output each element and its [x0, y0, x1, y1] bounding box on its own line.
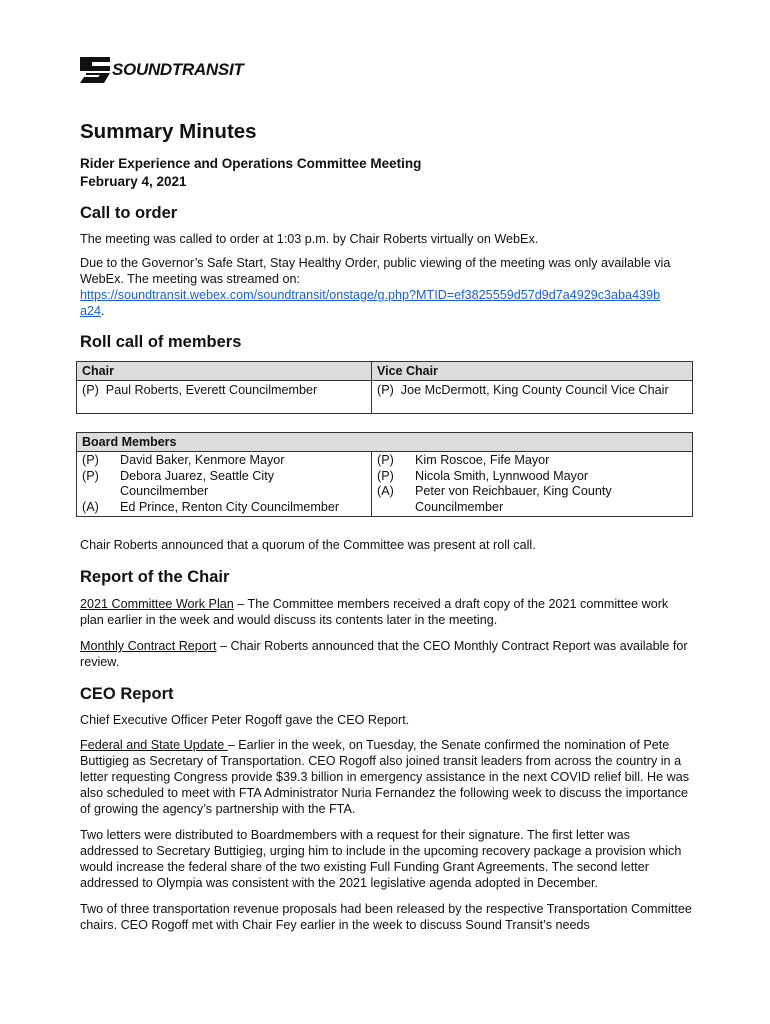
- meeting-date: February 4, 2021: [80, 174, 187, 189]
- report-of-chair-heading: Report of the Chair: [80, 568, 230, 586]
- streaming-notice-text: Due to the Governor’s Safe Start, Stay Healthy Order, public viewing of the meeting was only available via WebEx. The meeting was streamed on:: [80, 256, 671, 286]
- member-status: (A): [377, 484, 394, 498]
- member-status: (P): [82, 453, 99, 467]
- member-name: Councilmember: [120, 484, 209, 498]
- member-row: [377, 453, 687, 469]
- work-plan-text: – The Committee members received a draft copy of the 2021 committee work plan earlier in the week and would discuss its contents later in the meeting.: [80, 597, 669, 627]
- vice-chair-cell: [372, 381, 693, 414]
- chair-cell: [77, 381, 372, 414]
- board-table-wrap: [76, 432, 688, 517]
- member-row: [82, 484, 366, 500]
- roll-call-heading: Roll call of members: [80, 333, 242, 351]
- letters-paragraph: Two letters were distributed to Boardmembers with a request for their signature. The first letter was addressed to Secretary Buttigieg, urging him to include in the upcoming recovery package a provision which would increase the federal share of the two existing Full Funding Grant Agreements. The second letter addressed to Olympia was consistent with the 2021 legislative agenda adopted in December.: [80, 828, 682, 890]
- quorum-statement: Chair Roberts announced that a quorum of the Committee was present at roll call.: [80, 538, 536, 552]
- report-of-chair-section: [80, 568, 692, 670]
- vice-chair-header: Vice Chair: [372, 362, 693, 381]
- officers-table-wrap: [76, 361, 688, 414]
- contract-report-title: Monthly Contract Report: [80, 639, 217, 653]
- board-members-header: Board Members: [77, 433, 693, 452]
- member-status: [82, 484, 120, 500]
- webex-stream-link[interactable]: [80, 288, 660, 318]
- member-name: Ed Prince, Renton City Councilmember: [120, 499, 340, 514]
- board-members-table: [76, 432, 693, 517]
- member-row: [377, 469, 687, 485]
- chair-name: Paul Roberts, Everett Councilmember: [105, 383, 318, 397]
- board-right-column: [372, 452, 693, 517]
- member-name: Nicola Smith, Lynnwood Mayor: [415, 468, 589, 483]
- call-to-order-section: [80, 204, 692, 319]
- work-plan-paragraph: [80, 596, 692, 628]
- vice-chair-status: (P): [377, 383, 394, 397]
- ceo-report-section: [80, 685, 692, 933]
- member-row: [82, 453, 366, 469]
- sound-transit-logo: [80, 55, 243, 85]
- member-row: [377, 484, 687, 500]
- officers-table: [76, 361, 693, 414]
- work-plan-title: 2021 Committee Work Plan: [80, 597, 234, 611]
- member-status: (P): [377, 468, 394, 483]
- member-row: [82, 500, 366, 516]
- member-name: Peter von Reichbauer, King County: [415, 484, 612, 498]
- meeting-name: Rider Experience and Operations Committee Meeting: [80, 156, 422, 171]
- webex-link-line-2: a24: [80, 304, 102, 318]
- call-to-order-text: The meeting was called to order at 1:03 p.m. by Chair Roberts virtually on WebEx.: [80, 232, 539, 246]
- meeting-info: [80, 155, 421, 191]
- federal-state-update-text: – Earlier in the week, on Tuesday, the Senate confirmed the nomination of Pete Buttigieg as Secretary of Transportation. CEO Rogoff also joined transit leaders from across the country in a letter requesting Congress provide $39.3 billion in emergency assistance in the next COVID relief bill. He was also scheduled to meet with FTA Administrator Nuria Fernandez the following week to discuss the importance of growing the agency’s partnership with the FTA.: [80, 738, 690, 816]
- member-name: David Baker, Kenmore Mayor: [120, 453, 285, 467]
- logo-wordmark: SOUNDTRANSIT: [112, 60, 244, 79]
- member-row: [82, 469, 366, 485]
- call-to-order-heading: Call to order: [80, 204, 178, 222]
- contract-report-text: – Chair Roberts announced that the CEO Monthly Contract Report was available for review.: [80, 639, 688, 669]
- contract-report-paragraph: [80, 638, 692, 670]
- federal-state-update-paragraph: [80, 737, 692, 817]
- chair-status: (P): [82, 383, 99, 397]
- member-status: (A): [82, 499, 99, 514]
- chair-header: Chair: [77, 362, 372, 381]
- member-name: Debora Juarez, Seattle City: [120, 468, 274, 483]
- member-name: Councilmember: [415, 499, 504, 514]
- vice-chair-name: Joe McDermott, King County Council Vice Chair: [400, 383, 669, 397]
- ceo-report-heading: CEO Report: [80, 685, 174, 703]
- page-title: Summary Minutes: [80, 120, 257, 143]
- webex-link-line-1: https://soundtransit.webex.com/soundtransit/onstage/g.php?MTID=ef3825559d57d9d7a4929c3aba439b: [80, 288, 661, 302]
- member-name: Kim Roscoe, Fife Mayor: [415, 453, 550, 467]
- member-status: (P): [377, 453, 394, 467]
- federal-state-update-title: Federal and State Update: [80, 738, 228, 752]
- period: .: [101, 304, 105, 318]
- board-left-column: [77, 452, 372, 517]
- ceo-report-intro: Chief Executive Officer Peter Rogoff gave the CEO Report.: [80, 713, 410, 727]
- member-status: [377, 500, 415, 516]
- member-row: [377, 500, 687, 516]
- streaming-notice: [80, 255, 692, 319]
- revenue-proposals-paragraph: Two of three transportation revenue proposals had been released by the respective Transportation Committee chairs. CEO Rogoff met with Chair Fey earlier in the week to discuss Sound Transit’s needs: [80, 902, 692, 932]
- sound-transit-mark-icon: [80, 57, 110, 83]
- member-status: (P): [82, 468, 99, 483]
